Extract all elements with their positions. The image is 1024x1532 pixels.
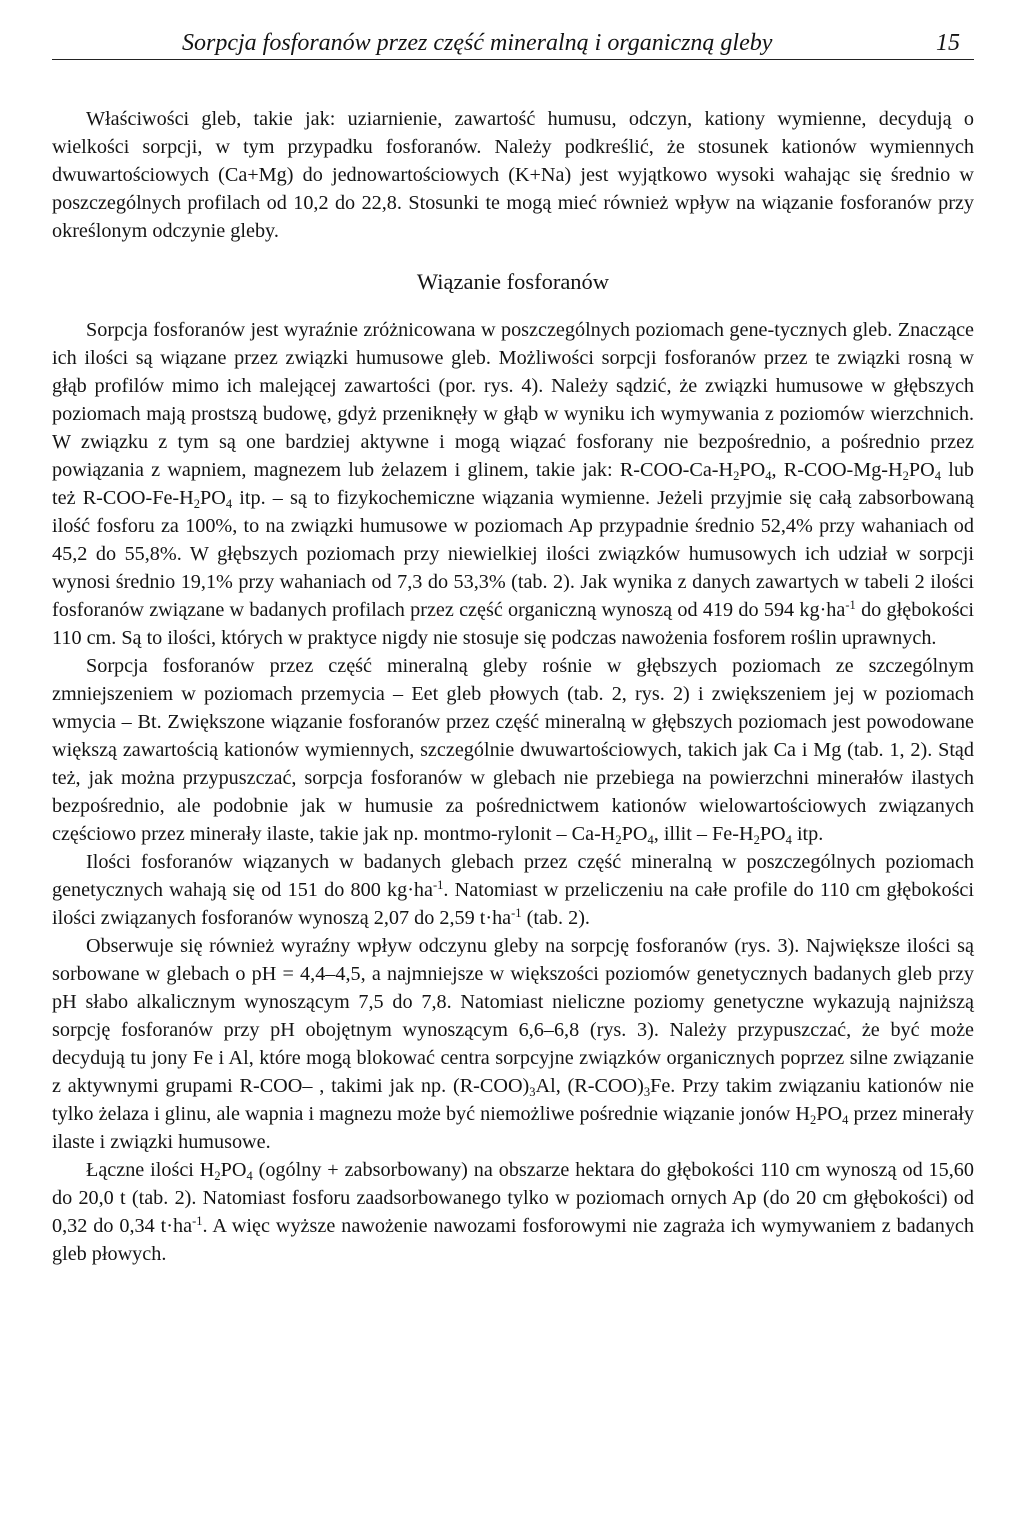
article-body	[52, 105, 974, 1268]
running-header	[52, 28, 974, 60]
paragraph-mineral-sorption: Sorpcja fosforanów przez część mineralną gleby rośnie w głębszych poziomach ze szczególnym zmniejszeniem w poziomach przemycia – Eet gleb płowych (tab. 2, rys. 2) i zwiększeniem jej w poziomach wmycia – Bt. Zwiększone wiązanie fosforanów przez część mineralną w głębszych poziomach jest powodowane większą zawartością kationów wymiennych, szczególnie dwuwartościowych, takich jak Ca i Mg (tab. 1, 2). Stąd też, jak można przypuszczać, sorpcja fosforanów w glebach nie przebiega na powierzchni minerałów ilastych bezpośrednio, ale podobnie jak w humusie za pośrednictwem kationów wielowartościowych związanych częściowo przez minerały ilaste, takie jak np. montmo-rylonit – $Ca-H_2PO_4$, illit – $Fe-H_2PO_4$ itp.	[52, 655, 974, 847]
paragraph-total-amounts: Łączne ilości $H_2PO_4$ (ogólny + zabsorbowany) na obszarze hektara do głębokości 110 cm wynoszą od 15,60 do 20,0 t (tab. 2). Natomiast fosforu zaadsorbowanego tylko w poziomach ornych Ap (do 20 cm głębokości) od 0,32 do 0,34 $t\cdot ha^{-1}$. A więc wyższe nawożenie nawozami fosforowymi nie zagraża ich wymywaniem z badanych gleb płowych.	[52, 1159, 974, 1265]
document-page	[52, 28, 974, 1268]
paragraph-ph-influence: Obserwuje się również wyraźny wpływ odczynu gleby na sorpcję fosforanów (rys. 3). Największe ilości są sorbowane w glebach o pH = 4,4–4,5, a najmniejsze w większości poziomów genetycznych badanych gleb przy pH słabo alkalicznym wynoszącym 7,5 do 7,8. Natomiast nieliczne poziomy genetyczne wykazują najniższą sorpcję fosforanów przy pH obojętnym wynoszącym 6,6–6,8 (rys. 3). Należy przypuszczać, że być może decydują tu jony Fe i Al, które mogą blokować centra sorpcyjne związków organicznych poprzez silne związanie z aktywnymi grupami R-COO– , takimi jak np. $(R-COO)_3Al$, $(R-COO)_3Fe$. Przy takim związaniu kationów nie tylko żelaza i glinu, ale wapnia i magnezu może być niemożliwe pośrednie wiązanie jonów $H_2PO_4$ przez minerały ilaste i związki humusowe.	[52, 935, 974, 1153]
section-heading: Wiązanie fosforanów	[416, 269, 610, 294]
paragraph-mineral-amounts: Ilości fosforanów wiązanych w badanych glebach przez część mineralną w poszczególnych poziomach genetycznych wahają się od 151 do 800 $kg\cdot ha^{-1}$. Natomiast w przeliczeniu na całe profile do 110 cm głębokości ilości związanych fosforanów wynoszą 2,07 do 2,59 $t\cdot ha^{-1}$ (tab. 2).	[52, 851, 974, 929]
running-title: Sorpcja fosforanów przez część mineralną i organiczną gleby	[182, 30, 773, 56]
page-number: 15	[936, 30, 960, 56]
paragraph-intro: Właściwości gleb, takie jak: uziarnienie, zawartość humusu, odczyn, kationy wymienne, decydują o wielkości sorpcji, w tym przypadku fosforanów. Należy podkreślić, że stosunek kationów wymiennych dwuwartościowych (Ca+Mg) do jednowartościowych (K+Na) jest wyjątkowo wysoki wahając się średnio w poszczególnych profilach od 10,2 do 22,8. Stosunki te mogą mieć również wpływ na wiązanie fosforanów przy określonym odczynie gleby.	[52, 108, 974, 242]
paragraph-humus-binding: Sorpcja fosforanów jest wyraźnie zróżnicowana w poszczególnych poziomach gene-tycznych gleb. Znaczące ich ilości są wiązane przez związki humusowe gleb. Możliwości sorpcji fosforanów przez te związki rosną w głąb profilów mimo ich malejącej zawartości (por. rys. 4). Należy sądzić, że związki humusowe w głębszych poziomach mają prostszą budowę, gdyż przeniknęły w głąb w wyniku ich wymywania z poziomów wierzchnich. W związku z tym są one bardziej aktywne i mogą wiązać fosforany nie bezpośrednio, a pośrednio przez powiązania z wapniem, magnezem lub żelazem i glinem, takie jak: $R-COO-Ca-H_2PO_4$, $R-COO-Mg-H_2PO_4$ lub też $R-COO-Fe-H_2PO_4$ itp. – są to fizykochemiczne wiązania wymienne. Jeżeli przyjmie się całą zabsorbowaną ilość fosforu za 100%, to na związki humusowe w poziomach Ap przypadnie średnio 52,4% przy wahaniach od 45,2 do 55,8%. W głębszych poziomach przy niewielkiej ilości związków humusowych ich udział w sorpcji wynosi średnio 19,1% przy wahaniach od 7,3 do 53,3% (tab. 2). Jak wynika z danych zawartych w tabeli 2 ilości fosforanów związane w badanych profilach przez część organiczną wynoszą od 419 do 594 $kg\cdot ha^{-1}$ do głębokości 110 cm. Są to ilości, których w praktyce nigdy nie stosuje się podczas nawożenia fosforem roślin uprawnych.	[52, 319, 975, 649]
